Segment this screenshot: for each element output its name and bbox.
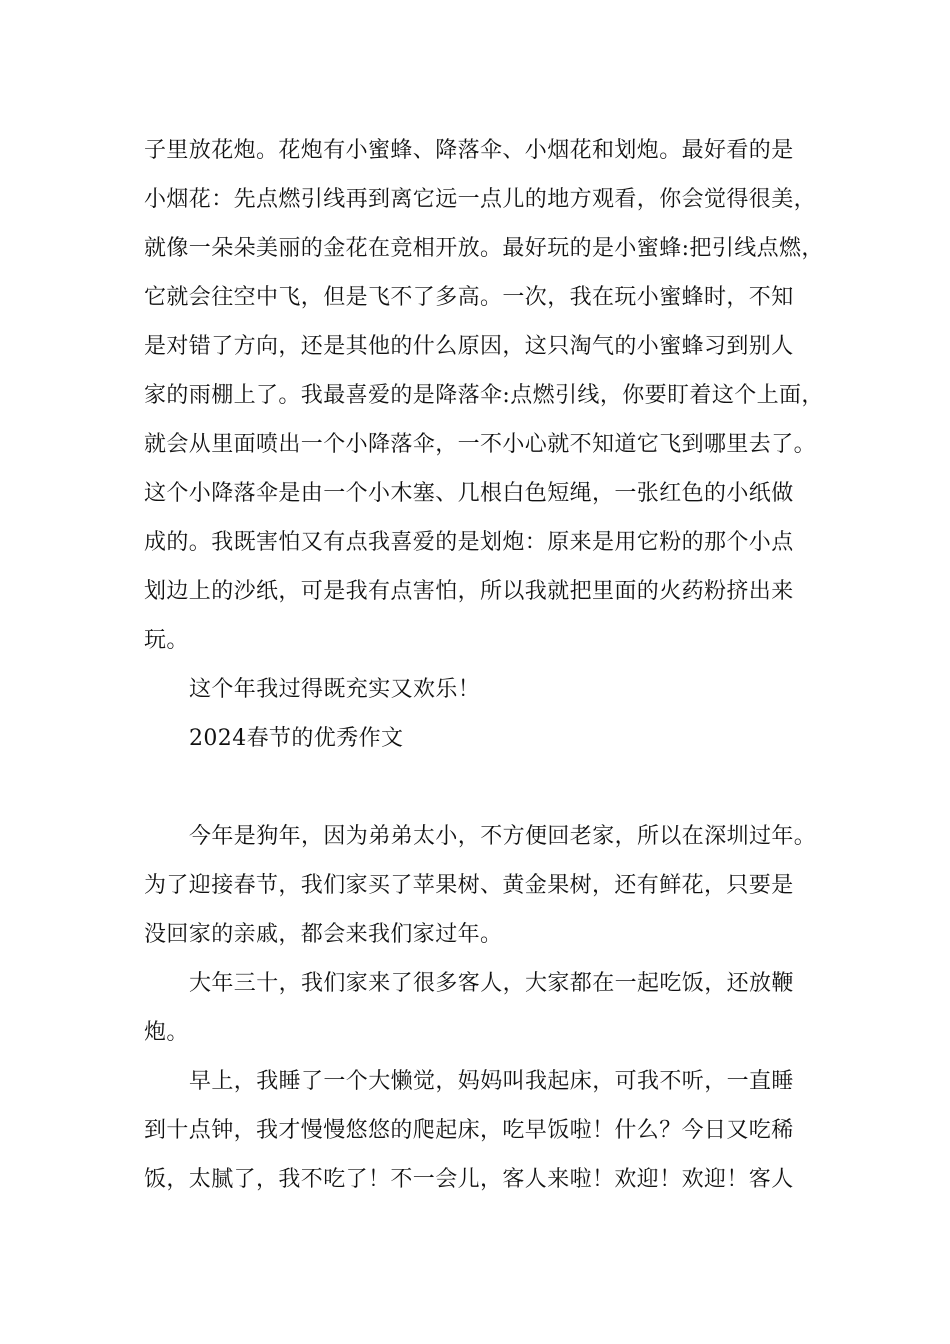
text-line: 玩。: [144, 628, 189, 653]
text-line: 就像一朵朵美丽的金花在竞相开放。最好玩的是小蜜蜂:把引线点燃，: [144, 236, 824, 261]
text-line: 成的。我既害怕又有点我喜爱的是划炮：原来是用它粉的那个小点: [144, 530, 794, 555]
paragraph-first-line: 大年三十，我们家来了很多客人，大家都在一起吃饭，还放鞭: [189, 971, 794, 996]
text-line: 炮。: [144, 1020, 189, 1045]
text-line: 它就会往空中飞，但是飞不了多高。一次，我在玩小蜜蜂时，不知: [144, 285, 794, 310]
text-line: 是对错了方向，还是其他的什么原因，这只淘气的小蜜蜂习到别人: [144, 334, 794, 359]
paragraph-first-line: 今年是狗年，因为弟弟太小，不方便回老家，所以在深圳过年。: [189, 824, 817, 849]
text-line: 到十点钟，我才慢慢悠悠的爬起床，吃早饭啦！什么？今日又吃稀: [144, 1118, 794, 1143]
text-line: 小烟花：先点燃引线再到离它远一点儿的地方观看，你会觉得很美，: [144, 187, 817, 212]
text-line: 为了迎接春节，我们家买了苹果树、黄金果树，还有鲜花，只要是: [144, 873, 794, 898]
text-line: 没回家的亲戚，都会来我们家过年。: [144, 922, 503, 947]
text-line: 划边上的沙纸，可是我有点害怕，所以我就把里面的火药粉挤出来: [144, 579, 794, 604]
paragraph-first-line: 早上，我睡了一个大懒觉，妈妈叫我起床，可我不听，一直睡: [189, 1069, 794, 1094]
section-title: 2024春节的优秀作文: [189, 726, 404, 751]
text-line: 家的雨棚上了。我最喜爱的是降落伞:点燃引线，你要盯着这个上面，: [144, 383, 824, 408]
text-line: 就会从里面喷出一个小降落伞，一不小心就不知道它飞到哪里去了。: [144, 432, 817, 457]
text-line: 子里放花炮。花炮有小蜜蜂、降落伞、小烟花和划炮。最好看的是: [144, 138, 794, 163]
text-line: 饭，太腻了，我不吃了！不一会儿，客人来啦！欢迎！欢迎！客人: [144, 1167, 794, 1192]
text-line: 这个小降落伞是由一个小木塞、几根白色短绳，一张红色的小纸做: [144, 481, 794, 506]
paragraph-first-line: 这个年我过得既充实又欢乐！: [189, 677, 481, 702]
